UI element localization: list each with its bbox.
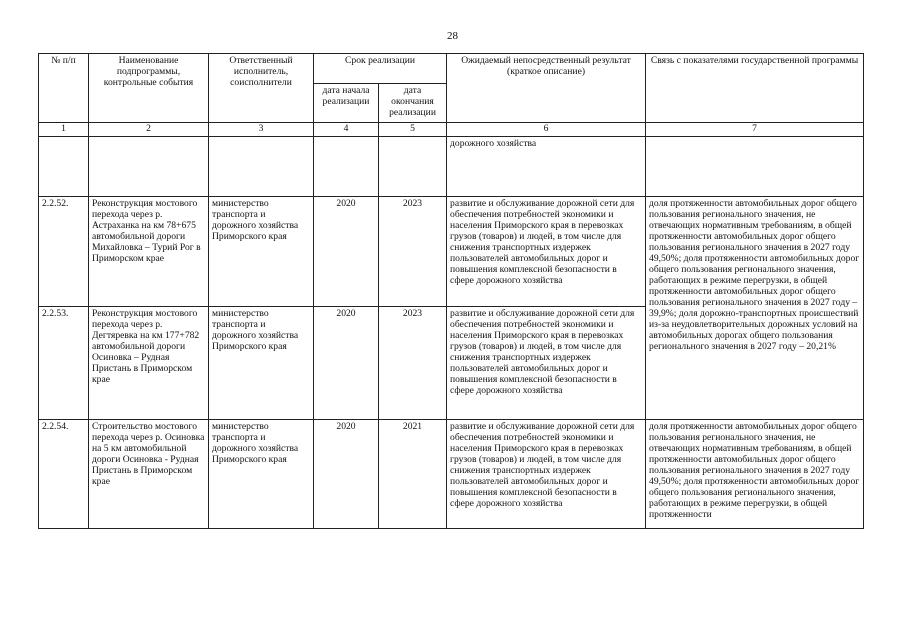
program-table bbox=[38, 53, 864, 529]
row-number: 2.2.53. bbox=[39, 307, 89, 420]
column-number: 5 bbox=[379, 123, 447, 137]
cell-name bbox=[89, 137, 209, 197]
header-executor: Ответственный исполнитель, соисполнители bbox=[209, 54, 314, 123]
cell-end bbox=[379, 137, 447, 197]
table-row bbox=[39, 420, 864, 529]
end-year: 2023 bbox=[379, 307, 447, 420]
expected-result: развитие и обслуживание дорожной сети для обеспечения потребностей экономики и населения Приморского края в перевозках грузов (товаров) и людей, в том числе для снижения транспортных издержек пользователей автомобильных дорог и повышения комплексной безопасности в сфере дорожного хозяйства bbox=[447, 307, 646, 420]
column-number: 3 bbox=[209, 123, 314, 137]
cell-executor bbox=[209, 137, 314, 197]
start-year: 2020 bbox=[314, 420, 379, 529]
end-year: 2021 bbox=[379, 420, 447, 529]
header-start-date: дата начала реализации bbox=[314, 84, 379, 123]
cell-num bbox=[39, 137, 89, 197]
header-link: Связь с показателями государственной программы bbox=[646, 54, 864, 123]
column-number: 6 bbox=[447, 123, 646, 137]
header-row bbox=[39, 54, 864, 84]
page-number: 28 bbox=[447, 30, 458, 42]
column-number: 1 bbox=[39, 123, 89, 137]
start-year: 2020 bbox=[314, 197, 379, 307]
event-name: Реконструкция мостового перехода через р. Астраханка на км 78+675 автомобильной дороги Михайловка – Турий Рог в Приморском крае bbox=[89, 197, 209, 307]
end-year: 2023 bbox=[379, 197, 447, 307]
cell-result: дорожного хозяйства bbox=[447, 137, 646, 197]
continuation-row bbox=[39, 137, 864, 197]
cell-start bbox=[314, 137, 379, 197]
row-number: 2.2.54. bbox=[39, 420, 89, 529]
header-num: № п/п bbox=[39, 54, 89, 123]
column-number: 4 bbox=[314, 123, 379, 137]
table-row bbox=[39, 197, 864, 307]
executor: министерство транспорта и дорожного хозяйства Приморского края bbox=[209, 307, 314, 420]
header-period: Срок реализации bbox=[314, 54, 447, 84]
start-year: 2020 bbox=[314, 307, 379, 420]
cell-link bbox=[646, 137, 864, 197]
event-name: Реконструкция мостового перехода через р. Дегтяревка на км 177+782 автомобильной дороги Осиновка – Рудная Пристань в Приморском крае bbox=[89, 307, 209, 420]
program-indicators-link: доля протяженности автомобильных дорог общего пользования регионального значения, не отвечающих нормативным требованиям, в общей протяженности автомобильных дорог общего пользования регионального значения в 2027 году 49,50%; доля протяженности автомобильных дорог общего пользования регионального значения, работающих в режиме перегрузки, в общей протяженности bbox=[646, 420, 864, 529]
expected-result: развитие и обслуживание дорожной сети для обеспечения потребностей экономики и населения Приморского края в перевозках грузов (товаров) и людей, в том числе для снижения транспортных издержек пользователей автомобильных дорог и повышения комплексной безопасности в сфере дорожного хозяйства bbox=[447, 420, 646, 529]
event-name: Строительство мостового перехода через р. Осиновка на 5 км автомобильной дороги Осиновка - Рудная Пристань в Приморском крае bbox=[89, 420, 209, 529]
column-number: 2 bbox=[89, 123, 209, 137]
header-end-date: дата окончания реализации bbox=[379, 84, 447, 123]
column-numbers-row bbox=[39, 123, 864, 137]
executor: министерство транспорта и дорожного хозяйства Приморского края bbox=[209, 197, 314, 307]
header-name: Наименование подпрограммы, контрольные события bbox=[89, 54, 209, 123]
row-number: 2.2.52. bbox=[39, 197, 89, 307]
expected-result: развитие и обслуживание дорожной сети для обеспечения потребностей экономики и населения Приморского края в перевозках грузов (товаров) и людей, в том числе для снижения транспортных издержек пользователей автомобильных дорог и повышения комплексной безопасности в сфере дорожного хозяйства bbox=[447, 197, 646, 307]
executor: министерство транспорта и дорожного хозяйства Приморского края bbox=[209, 420, 314, 529]
column-number: 7 bbox=[646, 123, 864, 137]
program-indicators-link: доля протяженности автомобильных дорог общего пользования регионального значения, не отвечающих нормативным требованиям, в общей протяженности автомобильных дорог общего пользования регионального значения в 2027 году 49,50%; доля протяженности автомобильных дорог общего пользования регионального значения, работающих в режиме перегрузки, в общей протяженности автомобильных дорог общего пользования регионального значения в 2027 году – 39,9%; доля дорожно-транспортных происшествий из-за неудовлетворительных дорожных условий на автомобильных дорогах общего пользования регионального значения в 2027 году – 20,21% bbox=[646, 197, 864, 420]
header-result: Ожидаемый непосредственный результат (краткое описание) bbox=[447, 54, 646, 123]
